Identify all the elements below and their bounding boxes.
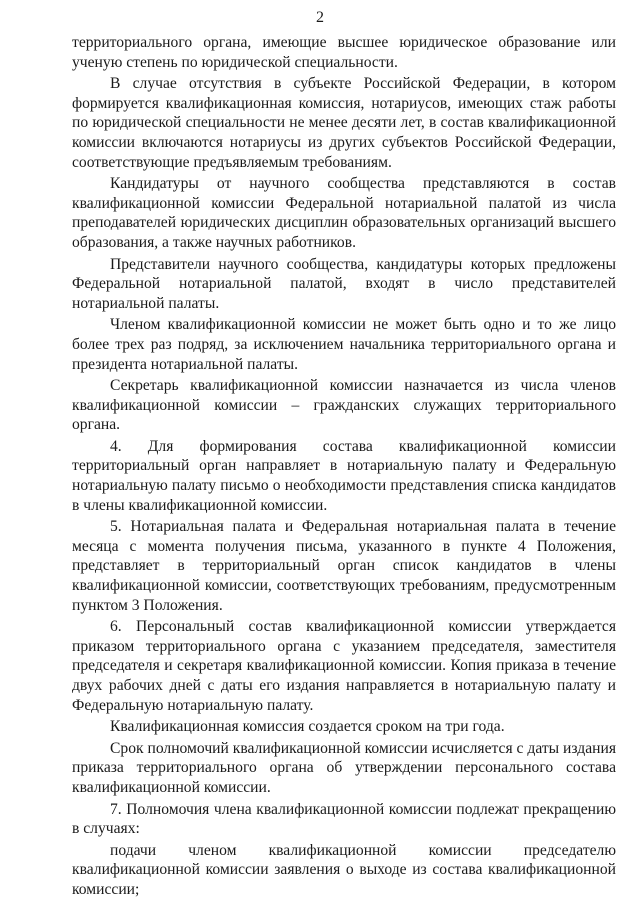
paragraph-science-candidates: Кандидатуры от научного сообщества представляются в состав квалификационной комиссии Федеральной нотариальной палатой из числа преподавателей юридических дисциплин образовательных организаций высшего образования, а также научных работников. bbox=[72, 175, 616, 251]
paragraph-item-6: 6. Персональный состав квалификационной комиссии утверждается приказом территориального органа с указанием председателя, заместителя председателя и секретаря квалификационной комиссии. Копия приказа в течение двух рабочих дней с даты его издания направляется в нотариальную палату и Федеральную нотариальную палату. bbox=[72, 618, 616, 714]
document-body bbox=[72, 33, 616, 902]
paragraph-science-representatives: Представители научного сообщества, кандидатуры которых предложены Федеральной нотариальной палатой, входят в число представителей нотариальной палаты. bbox=[72, 255, 616, 312]
paragraph-term-start: Срок полномочий квалификационной комиссии исчисляется с даты издания приказа территориального органа об утверждении персонального состава квалификационной комиссии. bbox=[72, 739, 616, 796]
paragraph-item-5: 5. Нотариальная палата и Федеральная нотариальная палата в течение месяца с момента получения письма, указанного в пункте 4 Положения, представляет в территориальный орган список кандидатов в члены квалификационной комиссии, соответствующих требованиям, предусмотренным пунктом 3 Положения. bbox=[72, 518, 616, 614]
paragraph-continuation: территориального органа, имеющие высшее юридическое образование или ученую степень по юридической специальности. bbox=[72, 34, 616, 71]
paragraph-no-notaries: В случае отсутствия в субъекте Российской Федерации, в котором формируется квалификационная комиссия, нотариусов, имеющих стаж работы по юридической специальности не менее десяти лет, в состав квалификационной комиссии включаются нотариусы из других субъектов Российской Федерации, соответствующие предъявляемым требованиям. bbox=[72, 75, 616, 171]
paragraph-term-limit: Членом квалификационной комиссии не может быть одно и то же лицо более трех раз подряд, за исключением начальника территориального органа и президента нотариальной палаты. bbox=[72, 316, 616, 373]
paragraph-item-7: 7. Полномочия члена квалификационной комиссии подлежат прекращению в случаях: bbox=[72, 800, 616, 838]
paragraph-item-7-case-1: подачи членом квалификационной комиссии председателю квалификационной комиссии заявления о выходе из состава квалификационной комиссии; bbox=[72, 841, 616, 898]
paragraph-term-3-years: Квалификационная комиссия создается сроком на три года. bbox=[110, 718, 505, 736]
paragraph-item-4: 4. Для формирования состава квалификационной комиссии территориальный орган направляет в нотариальную палату и Федеральную нотариальную палату письмо о необходимости представления списка кандидатов в члены квалификационной комиссии. bbox=[72, 437, 616, 514]
paragraph-secretary: Секретарь квалификационной комиссии назначается из числа членов квалификационной комиссии – гражданских служащих территориального органа. bbox=[72, 377, 616, 434]
page-number: 2 bbox=[316, 9, 324, 26]
